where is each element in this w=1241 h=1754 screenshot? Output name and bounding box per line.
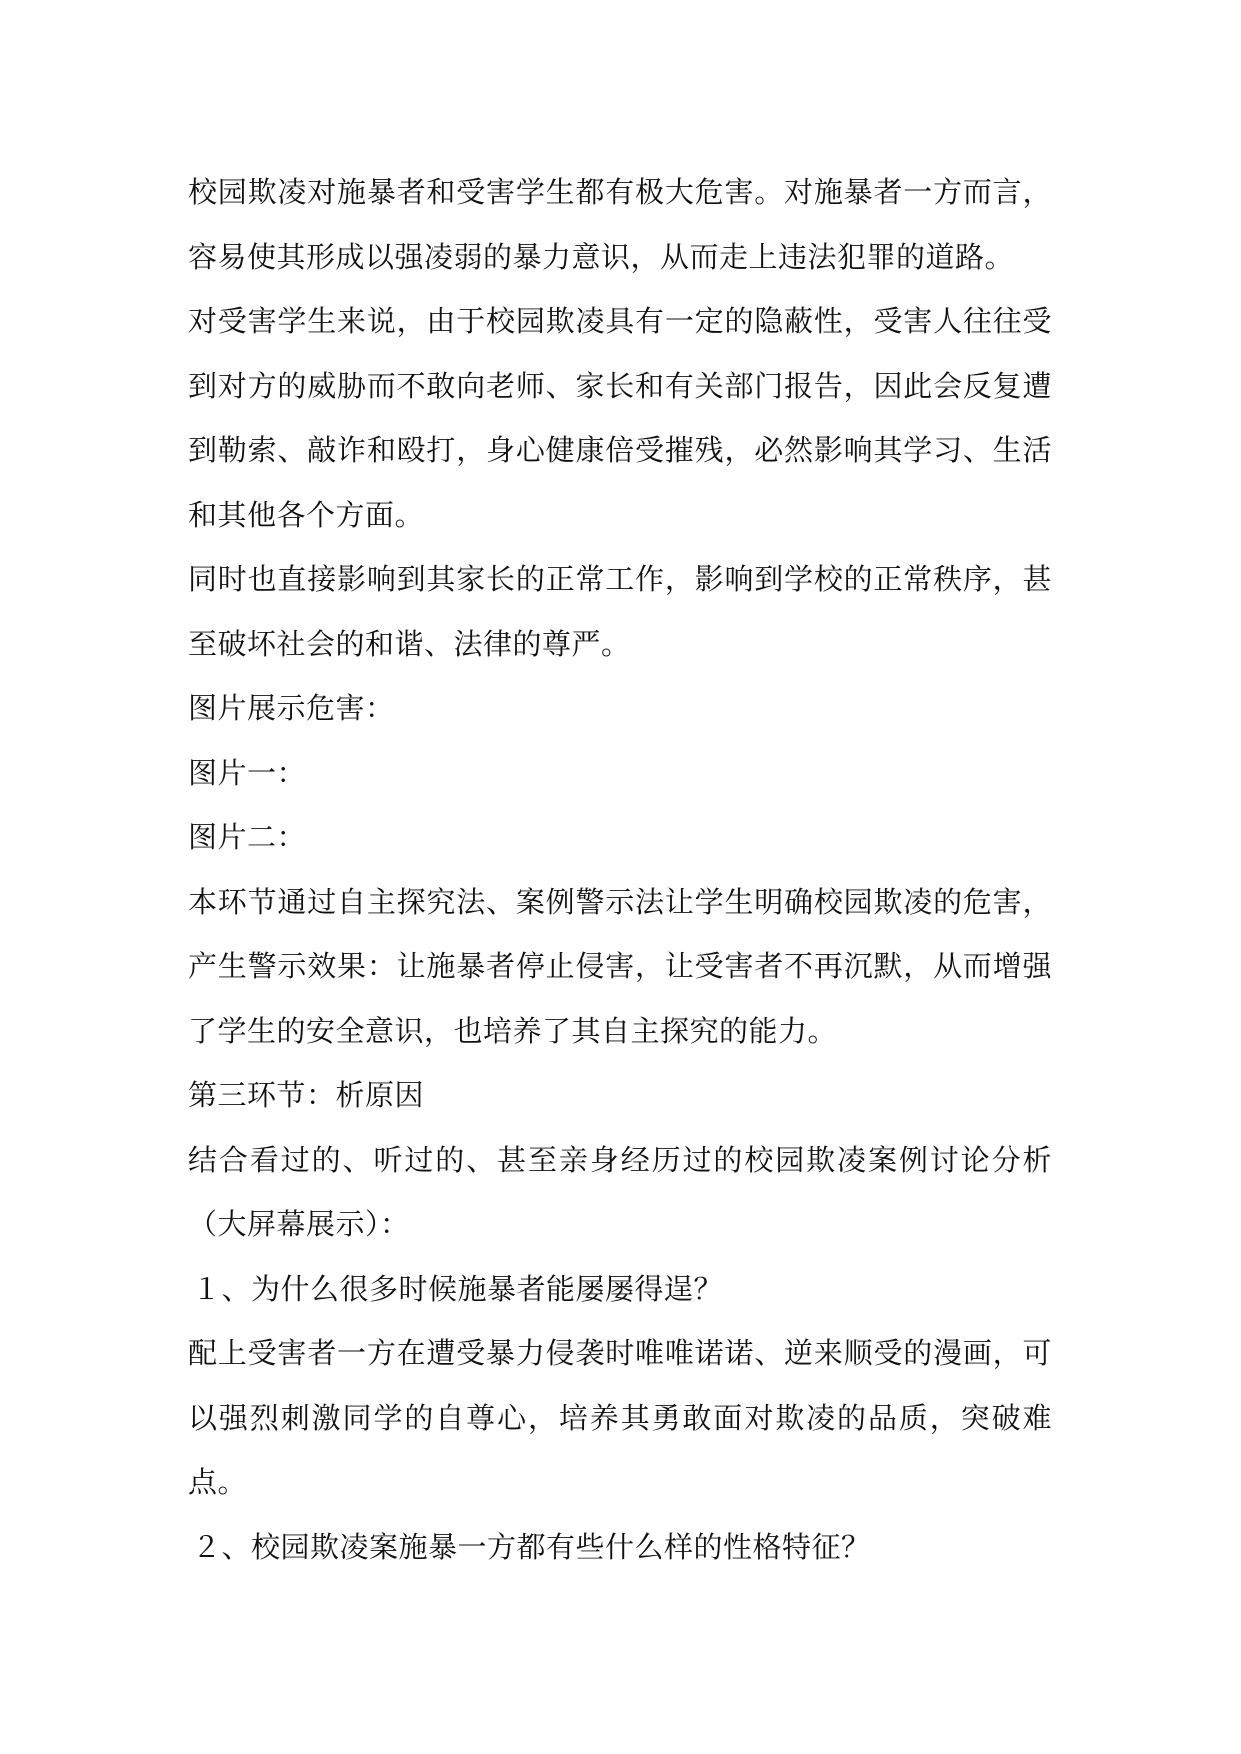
paragraph-picture-one: 图片一： — [188, 755, 307, 790]
paragraph-section-summary: 本环节通过自主探究法、案例警示法让学生明确校园欺凌的危害，产生警示效果：让施暴者停止侵害，让受害者不再沉默，从而增强了学生的安全意识，也培养了其自主探究的能力。 — [188, 884, 1052, 1048]
paragraph-comic-note: 配上受害者一方在遭受暴力侵袭时唯唯诺诺、逆来顺受的漫画，可以强烈刺激同学的自尊心，培养其勇敢面对欺凌的品质，突破难点。 — [188, 1336, 1052, 1499]
section-heading-analyze-causes: 第三环节：析原因 — [188, 1078, 425, 1112]
paragraph-picture-intro: 图片展示危害： — [188, 691, 395, 725]
paragraph-picture-two: 图片二： — [188, 820, 307, 854]
paragraph-harm-overview: 校园欺凌对施暴者和受害学生都有极大危害。对施暴者一方而言，容易使其形成以强凌弱的暴力意识，从而走上违法犯罪的道路。 — [188, 175, 1052, 274]
paragraph-discussion-prompt: 结合看过的、听过的、甚至亲身经历过的校园欺凌案例讨论分析（大屏幕展示）： — [188, 1142, 1052, 1241]
question-two: ２、校园欺凌案施暴一方都有些什么样的性格特征？ — [192, 1529, 871, 1564]
paragraph-victim-impact: 对受害学生来说，由于校园欺凌具有一定的隐蔽性，受害人往往受到对方的威胁而不敢向老师、家长和有关部门报告，因此会反复遭到勒索、敲诈和殴打，身心健康倍受摧残，必然影响其学习、生活和其他各个方面。 — [188, 304, 1052, 532]
paragraph-social-impact: 同时也直接影响到其家长的正常工作，影响到学校的正常秩序，甚至破坏社会的和谐、法律的尊严。 — [188, 562, 1052, 661]
question-one: １、为什么很多时候施暴者能屡屡得逞？ — [192, 1271, 724, 1306]
document-body — [188, 160, 1052, 1579]
